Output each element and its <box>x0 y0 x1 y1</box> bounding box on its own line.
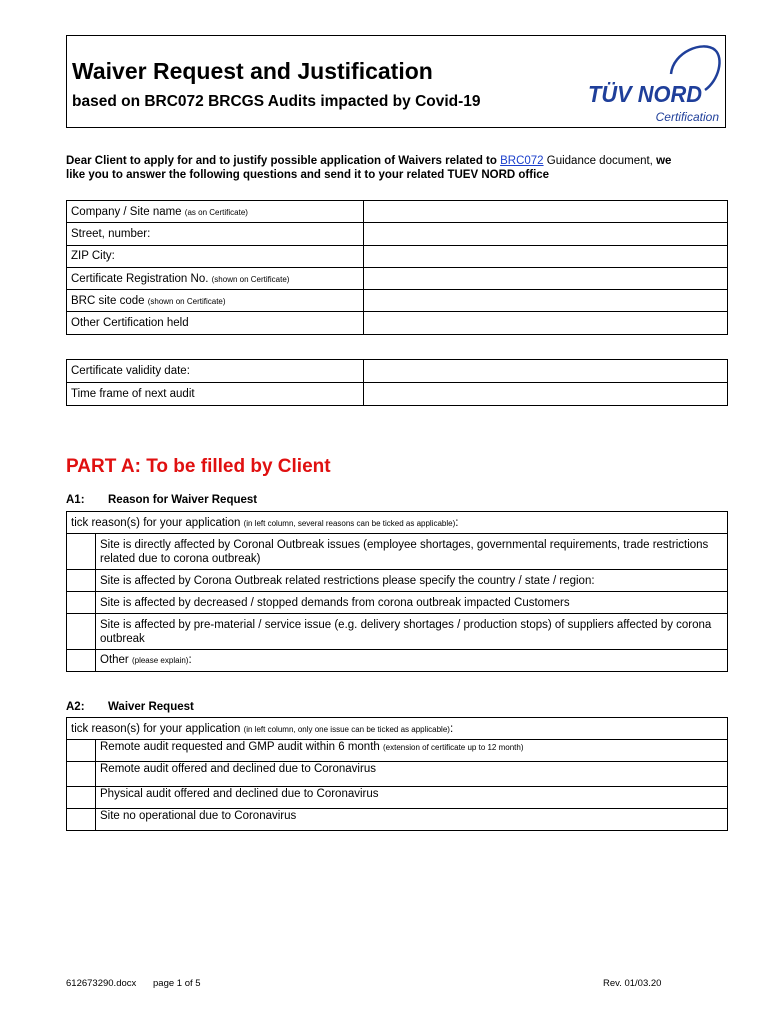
reason-row <box>67 650 728 672</box>
reason-checkbox[interactable] <box>67 614 96 650</box>
a1-title: Reason for Waiver Request <box>108 494 258 506</box>
page-subtitle: based on BRC072 BRCGS Audits impacted by Covid-19 <box>72 93 481 110</box>
field-label: ZIP City: <box>71 250 115 263</box>
intro-part1: Dear Client to apply for and to justify possible application of Waivers related to <box>66 155 501 167</box>
request-text: Remote audit requested and GMP audit within 6 month <box>100 741 383 753</box>
reason-text: Other <box>100 654 132 666</box>
request-cell <box>96 762 728 787</box>
table-row <box>67 223 728 245</box>
table-row <box>67 383 728 406</box>
footer-revision: Rev. 01/03.20 <box>603 978 662 989</box>
reason-text: Site is directly affected by Coronal Outbreak issues (employee shortages, governmental requirements, trade restrictions related due to corona outbreak) <box>100 538 709 565</box>
request-row <box>67 787 728 809</box>
table-row <box>67 360 728 383</box>
request-checkbox[interactable] <box>67 762 96 787</box>
field-value-cell[interactable] <box>364 267 728 289</box>
reason-cell <box>96 592 728 614</box>
field-label-cell <box>67 267 364 289</box>
reason-text: Site is affected by decreased / stopped demands from corona outbreak impacted Customers <box>100 596 570 609</box>
a2-number: A2: <box>66 701 85 713</box>
a1-instruction-row <box>67 512 728 534</box>
request-row <box>67 740 728 762</box>
table-row <box>67 201 728 223</box>
table-row <box>67 245 728 267</box>
field-label-cell <box>67 312 364 334</box>
field-value-cell[interactable] <box>364 290 728 312</box>
field-label-cell <box>67 223 364 245</box>
a1-instruction-note: (in left column, several reasons can be ticked as applicable) <box>243 518 456 528</box>
reason-checkbox[interactable] <box>67 534 96 570</box>
a2-instruction-row <box>67 718 728 740</box>
reason-cell <box>96 534 728 570</box>
table-row <box>67 290 728 312</box>
reason-checkbox[interactable] <box>67 592 96 614</box>
request-checkbox[interactable] <box>67 809 96 831</box>
field-label: Other Certification held <box>71 317 189 330</box>
certificate-table <box>66 359 728 406</box>
field-label: Street, number: <box>71 227 151 240</box>
reason-cell <box>96 614 728 650</box>
field-value-cell[interactable] <box>364 245 728 267</box>
field-value-cell[interactable] <box>364 360 728 383</box>
field-label-cell <box>67 290 364 312</box>
reason-text: Site is affected by Corona Outbreak related restrictions please specify the country / state / region: <box>100 574 595 587</box>
a2-heading <box>66 701 194 713</box>
field-label-cell <box>67 245 364 267</box>
a1-instruction <box>67 512 728 534</box>
logo-subtext: Certification <box>655 110 719 124</box>
reason-cell <box>96 570 728 592</box>
field-note: (shown on Certificate) <box>211 274 290 284</box>
table-row <box>67 267 728 289</box>
tuv-nord-logo <box>585 40 725 124</box>
field-label: Company / Site name <box>71 205 182 218</box>
reason-cell <box>96 650 728 672</box>
a2-instruction-tail: : <box>449 722 454 735</box>
company-details-table <box>66 200 728 335</box>
logo-text: TÜV NORD <box>588 81 702 107</box>
field-value-cell[interactable] <box>364 201 728 223</box>
intro-paragraph <box>66 154 686 182</box>
a1-reasons-table <box>66 511 728 672</box>
field-note: (shown on Certificate) <box>147 296 226 306</box>
field-value-cell[interactable] <box>364 223 728 245</box>
field-label: Time frame of next audit <box>67 383 364 406</box>
intro-part3: we like you to answer the following questions and send it to your related TUEV NORD office <box>66 155 672 181</box>
intro-part2: Guidance document, <box>543 155 657 167</box>
request-row <box>67 809 728 831</box>
reason-checkbox[interactable] <box>67 570 96 592</box>
request-text: Physical audit offered and declined due to Coronavirus <box>100 788 379 800</box>
a1-instruction-text: tick reason(s) for your application <box>71 516 241 529</box>
request-text: Remote audit offered and declined due to Coronavirus <box>100 763 376 775</box>
a1-number: A1: <box>66 494 85 506</box>
field-label: BRC site code <box>71 294 145 307</box>
request-checkbox[interactable] <box>67 787 96 809</box>
reason-row <box>67 534 728 570</box>
request-cell <box>96 809 728 831</box>
field-note: (as on Certificate) <box>184 207 248 217</box>
reason-row <box>67 614 728 650</box>
table-row <box>67 312 728 334</box>
field-label-cell <box>67 201 364 223</box>
reason-text: Site is affected by pre-material / service issue (e.g. delivery shortages / production stops) of suppliers affected by corona outbreak <box>100 618 712 645</box>
brc072-link[interactable]: BRC072 <box>500 155 544 167</box>
footer-page: page 1 of 5 <box>153 978 201 989</box>
reason-row <box>67 592 728 614</box>
request-cell <box>96 740 728 762</box>
a2-instruction <box>67 718 728 740</box>
page-title: Waiver Request and Justification <box>72 58 433 84</box>
reason-checkbox[interactable] <box>67 650 96 672</box>
a1-heading <box>66 494 257 506</box>
field-label: Certificate validity date: <box>67 360 364 383</box>
request-checkbox[interactable] <box>67 740 96 762</box>
reason-row <box>67 570 728 592</box>
request-text: Site no operational due to Coronavirus <box>100 810 297 822</box>
a2-request-table <box>66 717 728 831</box>
request-cell <box>96 787 728 809</box>
reason-note: (please explain) <box>131 656 189 665</box>
part-a-heading: PART A: To be filled by Client <box>66 456 331 477</box>
reason-tail: : <box>188 654 192 666</box>
a2-instruction-text: tick reason(s) for your application <box>71 722 241 735</box>
request-note: (extension of certificate up to 12 month) <box>382 743 524 752</box>
a1-instruction-tail: : <box>455 516 459 529</box>
request-row <box>67 762 728 787</box>
a2-instruction-note: (in left column, only one issue can be ticked as applicable) <box>243 724 450 734</box>
field-value-cell[interactable] <box>364 312 728 334</box>
a2-title: Waiver Request <box>108 701 194 713</box>
field-label: Certificate Registration No. <box>71 272 209 285</box>
field-value-cell[interactable] <box>364 383 728 406</box>
header-box <box>66 35 726 128</box>
footer-filename: 612673290.docx <box>66 978 137 989</box>
